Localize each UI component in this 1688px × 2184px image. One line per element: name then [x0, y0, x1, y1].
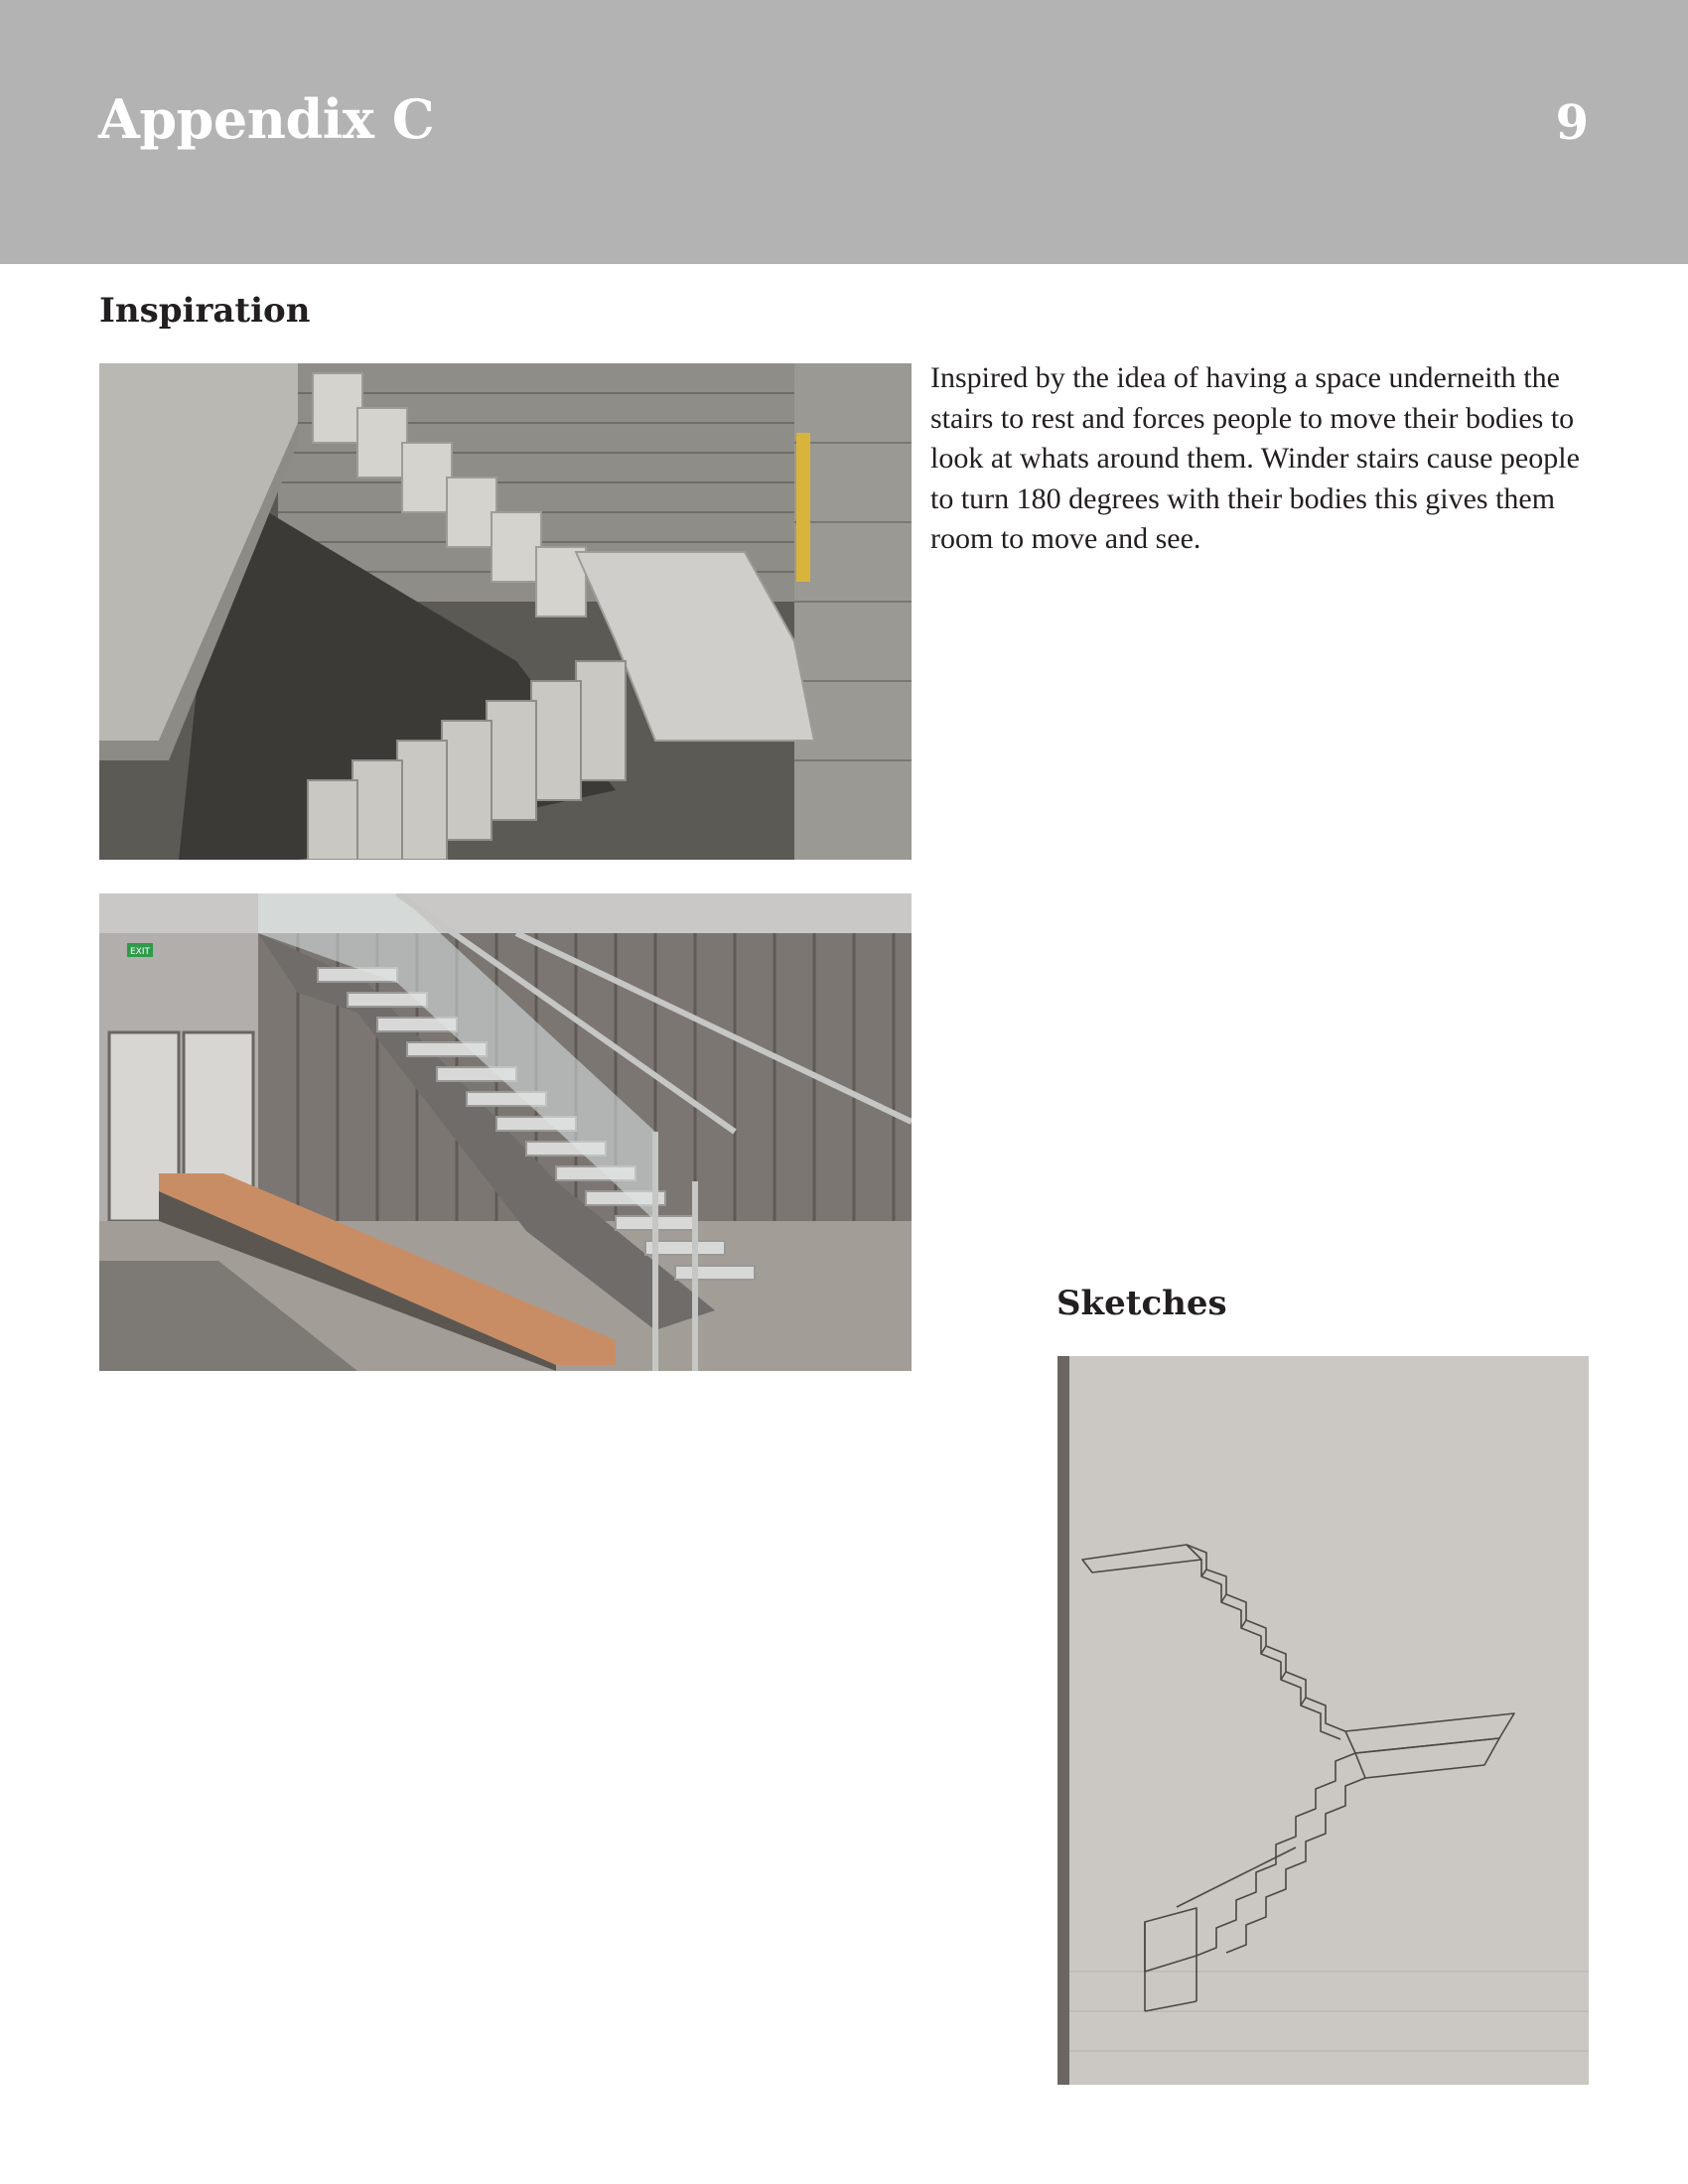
inspiration-description: Inspired by the idea of having a space underneith the stairs to rest and forces people to move their bodies to look at whats around them. Winder stairs cause people to turn 180 degrees with their bodies this gives them room to move and see.	[930, 361, 1580, 555]
concrete-winder-stairs-photo	[99, 363, 912, 860]
exit-sign-text: EXIT	[129, 947, 151, 957]
inspiration-heading: Inspiration	[99, 291, 311, 331]
interior-glass-rail-stairs-photo	[99, 893, 912, 1371]
header-band	[0, 0, 1688, 264]
stair-sketch-photo	[1057, 1356, 1589, 2085]
sketches-heading: Sketches	[1056, 1284, 1227, 1323]
page-number: 9	[1555, 95, 1589, 151]
page-title: Appendix C	[98, 87, 435, 151]
